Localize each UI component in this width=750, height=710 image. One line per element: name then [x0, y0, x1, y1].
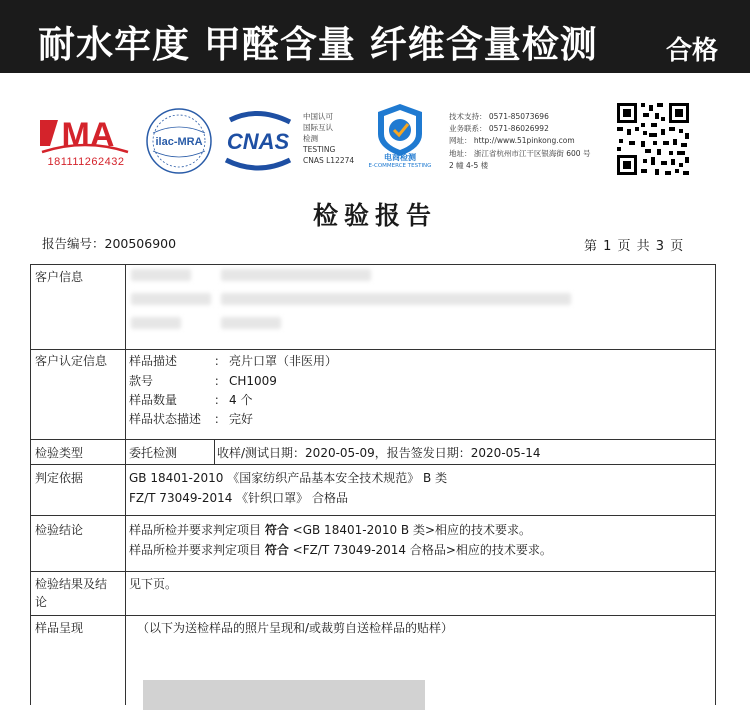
- client-info-label: 客户信息: [35, 270, 84, 284]
- contact-address-2: 2 幢 4-5 楼: [449, 160, 489, 170]
- contact-address: 地址： 浙江省杭州市江干区银海街 600 号: [449, 148, 591, 158]
- conclusion-label: 检验结论: [35, 523, 84, 537]
- contact-business: 业务联系： 0571-86026992: [449, 124, 549, 134]
- cnas-logo-text: CNAS: [226, 129, 290, 154]
- style-no-label: 款号: [129, 374, 154, 388]
- basis-line-1: GB 18401-2010 《国家纺织产品基本安全技术规范》 B 类: [129, 471, 448, 485]
- result-label: 检验结果及结 论: [35, 577, 108, 609]
- contact-website: 网址： http://www.51pinkong.com: [449, 136, 575, 146]
- inspect-type-label: 检验类型: [35, 446, 84, 460]
- cma-logo-text: MA: [61, 116, 115, 154]
- contact-tech-support: 技术支持： 0571-85073696: [449, 112, 549, 121]
- client-confirm-label: 客户认定信息: [35, 354, 108, 368]
- sample-state-value: 完好: [229, 412, 254, 426]
- result-value: 见下页。: [129, 577, 178, 591]
- sample-desc-value: 亮片口罩（非医用）: [229, 354, 338, 368]
- sample-present-value: （以下为送检样品的照片呈现和/或裁剪自送检样品的贴样）: [137, 621, 454, 635]
- sample-qty-value: 4 个: [229, 393, 253, 407]
- header-banner: [0, 0, 750, 73]
- sample-photo: [143, 680, 425, 710]
- report-table: 客户信息 客户认定信息 样品描述 ： 亮片口罩（非医用） 款号 ： CH1009 样品数量 ： 4 个 样品状态描述 ： 完好 检验类型 委托检测 收样/测试日期：2020-05-09，报告签发日期：2020-05-14 判定依据 GB 18401-2010 《国家纺织产品基本安全技术规范》 B 类 FZ/T 73049-2014 《针织口罩》 合格品 检验结论 样品所检并要求判定项目 符合 <GB 18401-2010 B 类>相应的技术要求。 样品所检并要求判定项目 符合 <FZ/T 73049-2014 合格品>相应的技术要求。 检验结果及结 论 见下页。 样品呈现 （以下为送检样品的照片呈现和/或裁剪自送检样品的贴样）: [30, 264, 716, 705]
- ilac-mra-logo: [145, 107, 213, 175]
- basis-label: 判定依据: [35, 471, 84, 485]
- document-title: 检验报告: [312, 201, 437, 230]
- conclusion-line-2: 样品所检并要求判定项目 符合 <FZ/T 73049-2014 合格品>相应的技术要求。: [129, 543, 552, 557]
- ecom-label: 电商检测: [384, 153, 416, 162]
- cnas-logo: [218, 108, 298, 174]
- page-info: 第 1 页 共 3 页: [584, 239, 685, 254]
- banner-title: 耐水牢度 甲醛含量 纤维含量检测: [38, 23, 598, 66]
- ilac-logo-text: ilac-MRA: [155, 136, 203, 148]
- qr-code[interactable]: [615, 101, 691, 177]
- basis-line-2: FZ/T 73049-2014 《针织口罩》 合格品: [129, 491, 348, 505]
- sample-desc-label: 样品描述: [129, 354, 178, 368]
- contact-info: [449, 111, 590, 172]
- inspect-type-value: 委托检测: [129, 446, 178, 460]
- ecom-sub: E-COMMERCE TESTING: [368, 163, 432, 169]
- style-no-value: CH1009: [229, 374, 277, 388]
- sample-present-label: 样品呈现: [35, 621, 84, 635]
- banner-suffix: 合格: [666, 36, 719, 66]
- cma-number: 181111262432: [47, 156, 125, 168]
- sample-state-label: 样品状态描述: [129, 412, 202, 426]
- cnas-info: 中国认可 国际互认 检测 TESTING CNAS L12274: [303, 112, 355, 165]
- dates-value: 收样/测试日期：2020-05-09，报告签发日期：2020-05-14: [217, 446, 541, 460]
- report-number: 报告编号：200506900: [42, 236, 177, 251]
- conclusion-line-1: 样品所检并要求判定项目 符合 <GB 18401-2010 B 类>相应的技术要求。: [129, 523, 532, 537]
- sample-qty-label: 样品数量: [129, 393, 178, 407]
